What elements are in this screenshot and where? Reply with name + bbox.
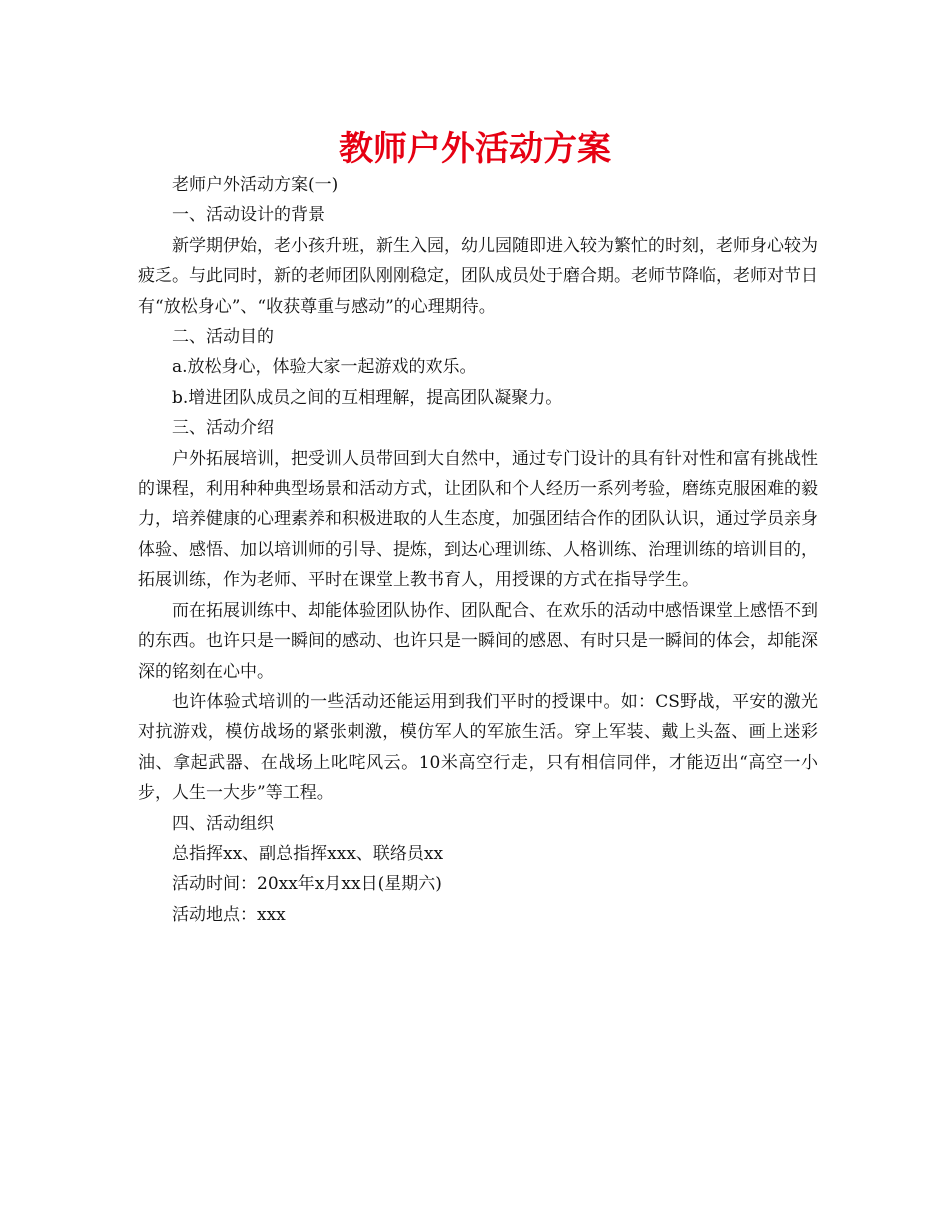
goal-item-a: a.放松身心，体验大家一起游戏的欢乐。 — [172, 357, 477, 378]
paragraph-introduction-1: 户外拓展培训，把受训人员带回到大自然中，通过专门设计的具有针对性和富有挑战性的课程，利用种种典型场景和活动方式，让团队和个人经历一系列考验，磨练克服困难的毅力，培养健康的心理素养和积极进取的人生态度，加强团结合作的团队认识，通过学员亲身体验、感悟、加以培训师的引导、提炼，到达心理训练、人格训练、治理训练的培训目的，拓展训练，作为老师、平时在课堂上教书育人，用授课的方式在指导学生。 — [138, 448, 818, 591]
paragraph-subtitle: 老师户外活动方案(一) — [172, 175, 339, 195]
organization-staff: 总指挥xx、副总指挥xxx、联络员xx — [172, 843, 444, 864]
section-heading-introduction: 三、活动介绍 — [172, 418, 274, 439]
paragraph-introduction-2: 而在拓展训练中、却能体验团队协作、团队配合、在欢乐的活动中感悟课堂上感悟不到的东西。也许只是一瞬间的感动、也许只是一瞬间的感恩、有时只是一瞬间的体会，却能深深的铭刻在心中。 — [138, 600, 818, 682]
section-heading-organization: 四、活动组织 — [172, 813, 274, 834]
organization-location: 活动地点：xxx — [172, 904, 286, 925]
goal-item-b: b.增进团队成员之间的互相理解，提高团队凝聚力。 — [172, 387, 563, 408]
organization-time: 活动时间：20xx年x月xx日(星期六) — [172, 874, 442, 895]
paragraph-introduction-3: 也许体验式培训的一些活动还能运用到我们平时的授课中。如：CS野战，平安的激光对抗游戏，模仿战场的紧张刺激，模仿军人的军旅生活。穿上军装、戴上头盔、画上迷彩油、拿起武器、在战场上叱咤风云。10米高空行走，只有相信同伴，才能迈出“高空一小步，人生一大步”等工程。 — [138, 691, 818, 804]
section-heading-background: 一、活动设计的背景 — [172, 205, 325, 226]
document-title: 教师户外活动方案 — [339, 129, 611, 169]
section-heading-goals: 二、活动目的 — [172, 327, 274, 348]
document-body — [138, 170, 818, 930]
paragraph-background: 新学期伊始，老小孩升班，新生入园，幼儿园随即进入较为繁忙的时刻，老师身心较为疲乏。与此同时，新的老师团队刚刚稳定，团队成员处于磨合期。老师节降临，老师对节日有“放松身心”、“收获尊重与感动”的心理期待。 — [138, 235, 818, 317]
